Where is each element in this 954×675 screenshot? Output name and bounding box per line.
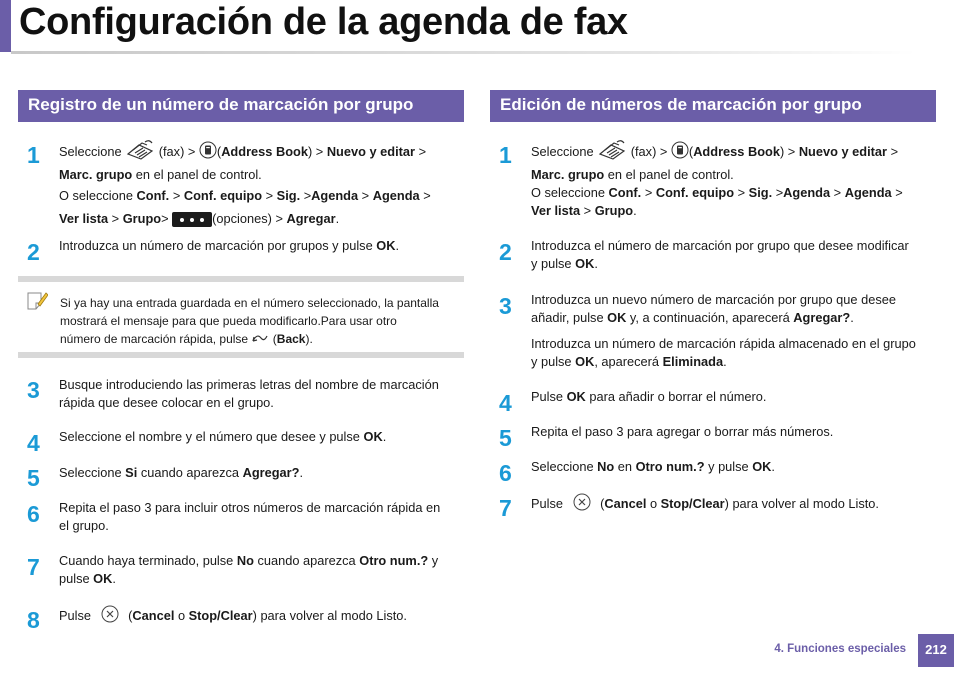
step-text: Seleccione (fax) > (Address Book) > Nuevo y editar > Marc. grupo en el panel de control. — [531, 139, 936, 184]
step-text: Pulse (Cancel o Stop/Clear) para volver al modo Listo. — [531, 493, 936, 516]
step-number: 6 — [27, 501, 40, 527]
step-number: 7 — [27, 554, 40, 580]
note-text: Si ya hay una entrada guardada en el número seleccionado, la pantalla mostrará el mensaje para que pueda modificarlo.Para usar otro número de marcación rápida, pulse (Back). — [60, 294, 464, 349]
step-text-alt: O seleccione Conf. > Conf. equipo > Sig. >Agenda > Agenda > Ver lista > Grupo. — [531, 185, 903, 218]
step-text: Seleccione el nombre y el número que desee y pulse OK. — [59, 429, 387, 444]
step-number: 1 — [27, 142, 40, 168]
step-text: Repita el paso 3 para incluir otros números de marcación rápida en el grupo. — [59, 500, 441, 533]
step-text: Pulse OK para añadir o borrar el número. — [531, 389, 767, 404]
step-text-alt: Introduzca un número de marcación rápida almacenado en el grupo y pulse OK, aparecerá Eliminada. — [531, 336, 916, 369]
step-text: Pulse (Cancel o Stop/Clear) para volver al modo Listo. — [59, 605, 464, 628]
options-dots-icon — [172, 212, 212, 227]
back-arrow-icon — [251, 331, 269, 349]
step-number: 5 — [27, 465, 40, 491]
fax-icon — [597, 139, 627, 166]
note-pencil-icon — [26, 290, 48, 319]
fax-icon — [125, 139, 155, 166]
address-book-icon — [199, 141, 217, 164]
step-number: 5 — [499, 425, 512, 451]
step-number: 3 — [499, 293, 512, 319]
step-number: 8 — [27, 607, 40, 633]
title-rule — [11, 51, 916, 54]
step-number: 3 — [27, 377, 40, 403]
step-text: Seleccione Si cuando aparezca Agregar?. — [59, 465, 304, 480]
step-text: Busque introduciendo las primeras letras del nombre de marcación rápida que desee colocar en el grupo. — [59, 377, 439, 410]
page-title: Configuración de la agenda de fax — [19, 1, 628, 43]
note-box — [18, 276, 464, 358]
step-text: Seleccione (fax) > (Address Book) > Nuevo y editar > Marc. grupo en el panel de control. — [59, 139, 464, 184]
address-book-icon — [671, 141, 689, 164]
page-number-badge: 212 — [918, 634, 954, 667]
step-text: Introduzca un número de marcación por grupos y pulse OK. — [59, 238, 400, 253]
step-text: Repita el paso 3 para agregar o borrar más números. — [531, 424, 834, 439]
cancel-x-icon — [573, 493, 591, 516]
step-number: 7 — [499, 495, 512, 521]
step-text: Cuando haya terminado, pulse No cuando aparezca Otro num.? y pulse OK. — [59, 553, 439, 586]
step-text-alt: O seleccione Conf. > Conf. equipo > Sig. >Agenda > Agenda > Ver lista > Grupo> (opciones) > Agregar. — [59, 188, 431, 226]
title-accent-bar — [0, 0, 11, 52]
step-text: Seleccione No en Otro num.? y pulse OK. — [531, 459, 775, 474]
step-text: Introduzca el número de marcación por grupo que desee modificar y pulse OK. — [531, 238, 909, 271]
step-number: 2 — [499, 239, 512, 265]
step-text: Introduzca un nuevo número de marcación por grupo que desee añadir, pulse OK y, a continuación, aparecerá Agregar?. — [531, 292, 896, 325]
step-number: 6 — [499, 460, 512, 486]
step-number: 1 — [499, 142, 512, 168]
section-header-registro: Registro de un número de marcación por grupo — [18, 90, 464, 122]
step-number: 4 — [499, 390, 512, 416]
step-number: 2 — [27, 239, 40, 265]
footer-section-label: 4. Funciones especiales — [774, 643, 906, 655]
cancel-x-icon — [101, 605, 119, 628]
section-header-edicion: Edición de números de marcación por grupo — [490, 90, 936, 122]
step-number: 4 — [27, 430, 40, 456]
